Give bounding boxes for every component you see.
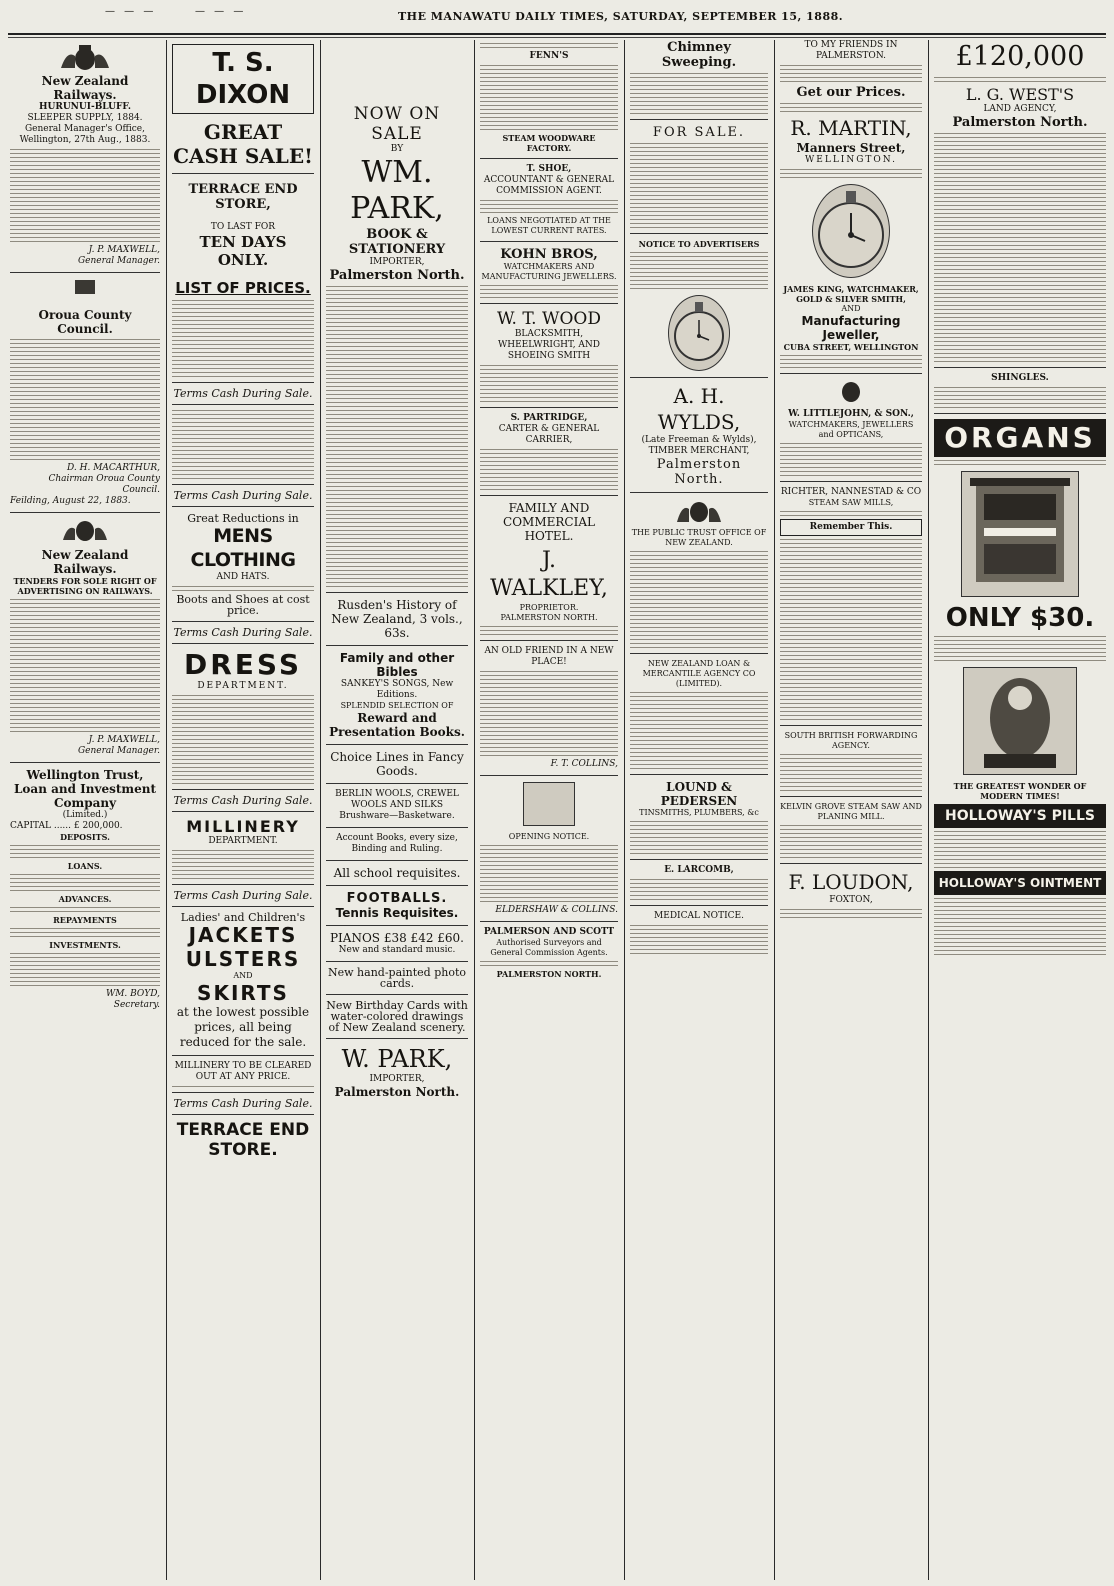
column-rule — [774, 40, 775, 1580]
railways-heading: New Zealand Railways. — [41, 74, 129, 102]
fine-print-block — [934, 77, 1106, 82]
signature: J. P. MAXWELL, — [88, 245, 160, 255]
capital-line: CAPITAL ...... £ 200,000. — [10, 821, 123, 831]
signature: ELDERSHAW & COLLINS. — [495, 905, 618, 915]
sawmills-line: STEAM SAW MILLS, — [808, 498, 894, 507]
top-rule — [8, 33, 1106, 35]
hats-line: AND HATS. — [216, 572, 270, 582]
bibles-heading: Family and other Bibles — [339, 651, 455, 679]
fine-print-block — [630, 252, 768, 289]
carter-heading: CARTER & GENERAL CARRIER, — [498, 424, 600, 445]
fine-print-block — [480, 200, 618, 213]
trust-heading: Wellington Trust, Loan and Investment Company — [13, 768, 157, 810]
fine-print-block — [630, 692, 768, 769]
rusden-line: Rusden's History of New Zealand, 3 vols., 63s. — [331, 598, 463, 640]
now-on-sale: NOW ON SALE — [353, 104, 441, 144]
school-line: All school requisites. — [333, 866, 461, 880]
list-prices-heading: LIST OF PRICES. — [175, 279, 311, 297]
fine-print-block — [630, 551, 768, 648]
importer-line: IMPORTER, — [369, 257, 425, 267]
foxton-line: FOXTON, — [829, 895, 873, 905]
fine-print-block — [480, 43, 618, 48]
palmerson-heading: PALMERSON AND SCOTT — [483, 927, 615, 937]
nzloan-heading: NEW ZEALAND LOAN & MERCANTILE AGENCY CO (LIMITED). — [642, 659, 756, 688]
footballs-heading: FOOTBALLS. — [346, 891, 448, 906]
and-line: AND — [233, 971, 253, 980]
selection-line: SPLENDID SELECTION OF — [340, 701, 454, 710]
fine-print-block — [780, 539, 922, 720]
signature-title: General Manager. — [77, 256, 160, 266]
royal-arms-icon — [823, 379, 879, 407]
millinery-dept: DEPARTMENT. — [208, 836, 278, 846]
skirts-heading: SKIRTS — [197, 981, 289, 1005]
proprietor-line: PROPRIETOR. — [519, 603, 579, 612]
crest-illustration — [523, 782, 575, 826]
wellington-line: WELLINGTON. — [805, 155, 897, 165]
organs-heading: ORGANS — [934, 419, 1106, 457]
land-line: LAND AGENCY, — [983, 104, 1057, 114]
section-heading: LOANS. — [67, 861, 103, 871]
fine-print-block — [934, 460, 1106, 465]
kohn-trade: WATCHMAKERS AND MANUFACTURING JEWELLERS. — [481, 262, 617, 281]
photo-cards-line: New hand-painted photo cards. — [328, 966, 466, 990]
fenn-heading: FENN'S — [529, 51, 569, 61]
terms-line: Terms Cash During Sale. — [173, 387, 313, 400]
dress-dept: DEPARTMENT. — [197, 681, 289, 691]
boots-line: Boots and Shoes at cost price. — [176, 593, 310, 617]
fine-print-block — [480, 961, 618, 966]
signature: J. P. MAXWELL, — [88, 735, 160, 745]
fine-print-block — [934, 636, 1106, 661]
berlin-line: BERLIN WOOLS, CREWEL WOOLS AND SILKS — [335, 789, 459, 810]
fine-print-block — [630, 73, 768, 114]
wylds-sub: (Late Freeman & Wylds), — [641, 435, 757, 445]
partridge-heading: S. PARTRIDGE, — [510, 413, 588, 423]
fancy-goods-line: Choice Lines in Fancy Goods. — [330, 750, 464, 778]
prices-heading: Get our Prices. — [796, 85, 906, 100]
hurunui-heading: HURUNUI-BLUFF. — [39, 102, 131, 112]
cuba-line: CUBA STREET, WELLINGTON — [783, 342, 919, 352]
richter-heading: RICHTER, NANNESTAD & CO — [780, 487, 922, 497]
old-friend-heading: AN OLD FRIEND IN A NEW PLACE! — [484, 646, 614, 667]
smith-line: BLACKSMITH, WHEELWRIGHT, AND SHOEING SMITH — [497, 329, 601, 361]
royal-arms-icon — [57, 518, 113, 546]
column-2 — [172, 40, 314, 1580]
fine-print-block — [172, 850, 314, 879]
fine-print-block — [480, 845, 618, 902]
fine-print-block — [10, 928, 160, 937]
fine-print-block — [780, 754, 922, 791]
fine-print-block — [480, 365, 618, 402]
column-5 — [630, 40, 768, 1580]
kohn-heading: KOHN BROS, — [500, 247, 598, 262]
mens-clothing-heading: MENS CLOTHING — [190, 525, 296, 571]
fine-print-block — [10, 599, 160, 732]
terrace-heading: TERRACE END STORE, — [188, 182, 298, 212]
fine-print-block — [10, 874, 160, 891]
shoe-heading: T. SHOE, — [526, 164, 572, 174]
signature-title: Chairman Oroua County Council. — [48, 474, 160, 495]
martin-heading: R. MARTIN, — [790, 116, 912, 140]
ointment-heading: HOLLOWAY'S OINTMENT — [934, 871, 1106, 895]
sankey-line: SANKEY'S SONGS, New Editions. — [340, 679, 454, 700]
importer-footer: IMPORTER, — [369, 1074, 425, 1084]
brushware-line: Brushware—Basketware. — [339, 811, 455, 821]
fine-print-block — [780, 103, 922, 112]
fine-print-block — [934, 133, 1106, 362]
walkley-heading: J. WALKLEY, — [490, 548, 608, 601]
royal-arms-icon — [671, 498, 727, 526]
ladies-line: Ladies' and Children's — [180, 911, 306, 924]
date-line: Feilding, August 22, 1883. — [10, 496, 131, 506]
tennis-heading: Tennis Requisites. — [335, 906, 459, 920]
pn-footer: PALMERSTON NORTH. — [496, 969, 602, 979]
and-line: AND — [841, 304, 861, 313]
friends-heading: TO MY FRIENDS IN PALMERSTON. — [804, 40, 898, 61]
sleeper-heading: SLEEPER SUPPLY, 1884. — [27, 113, 143, 123]
organ-illustration — [961, 471, 1079, 597]
terms-line: Terms Cash During Sale. — [173, 794, 313, 807]
millinery-heading: MILLINERY — [186, 817, 300, 836]
fine-print-block — [326, 286, 468, 587]
royal-arms-icon — [57, 44, 113, 72]
column-rule — [928, 40, 929, 1580]
pn-footer: Palmerston North. — [334, 1085, 460, 1099]
county-crest-icon — [57, 278, 113, 306]
trust-heading: THE PUBLIC TRUST OFFICE OF NEW ZEALAND. — [631, 528, 767, 547]
hotel-heading: FAMILY AND COMMERCIAL HOTEL. — [503, 501, 595, 543]
fine-print-block — [630, 821, 768, 854]
tolast-line: TO LAST FOR — [210, 222, 276, 232]
limited-line: (Limited.) — [62, 810, 108, 820]
millinery-clear: MILLINERY TO BE CLEARED OUT AT ANY PRICE. — [174, 1061, 312, 1082]
king-heading: JAMES KING, WATCHMAKER, GOLD & SILVER SMITH, — [783, 284, 919, 304]
shingles-heading: SHINGLES. — [991, 373, 1049, 383]
accountant-heading: ACCOUNTANT & GENERAL COMMISSION AGENT. — [483, 175, 615, 196]
wood-heading: W. T. WOOD — [497, 309, 601, 329]
date-line: Wellington, 27th Aug., 1883. — [19, 135, 151, 145]
page-number-marks-2: — — — — [195, 6, 247, 17]
for-sale-heading: FOR SALE. — [652, 125, 746, 140]
west-heading: L. G. WEST'S — [965, 85, 1075, 104]
by-line: BY — [390, 144, 404, 154]
column-rule — [166, 40, 167, 1580]
loans-line: LOANS NEGOTIATED AT THE LOWEST CURRENT RATES. — [487, 216, 611, 235]
ulsters-heading: ULSTERS — [185, 947, 301, 971]
only-price-heading: ONLY $30. — [945, 603, 1095, 633]
pn-heading: Palmerston North. — [952, 115, 1088, 130]
dress-heading: DRESS — [183, 648, 302, 681]
fine-print-block — [10, 907, 160, 912]
fine-print-block — [480, 626, 618, 635]
fine-print-block — [10, 953, 160, 986]
amount-heading: £120,000 — [955, 41, 1085, 72]
sbf-heading: SOUTH BRITISH FORWARDING AGENCY. — [784, 731, 918, 750]
fine-print-block — [630, 925, 768, 954]
top-rule-thin — [8, 37, 1106, 38]
account-books-line: Account Books, every size, Binding and Ruling. — [336, 833, 458, 854]
fine-print-block — [10, 845, 160, 858]
terms-line: Terms Cash During Sale. — [173, 626, 313, 639]
pn-line: PALMERSTON NORTH. — [500, 613, 598, 622]
chimney-heading: Chimney Sweeping. — [661, 40, 737, 70]
oroua-heading: Oroua County Council. — [38, 308, 132, 336]
woodware-heading: STEAM WOODWARE FACTORY. — [502, 133, 596, 153]
fine-print-block — [172, 1086, 314, 1087]
opening-heading: OPENING NOTICE. — [508, 832, 590, 841]
wonder-heading: THE GREATEST WONDER OF MODERN TIMES! — [953, 781, 1087, 801]
fine-print-block — [630, 879, 768, 900]
reward-heading: Reward and Presentation Books. — [329, 711, 465, 739]
section-heading: REPAYMENTS — [53, 915, 117, 925]
column-6 — [780, 40, 922, 1580]
advert-illustration — [963, 667, 1077, 775]
section-heading: INVESTMENTS. — [49, 940, 121, 950]
pocket-watch-illustration — [812, 184, 890, 278]
fine-print-block — [780, 65, 922, 82]
fine-print-block — [630, 143, 768, 228]
fine-print-block — [172, 695, 314, 784]
fine-print-block — [780, 909, 922, 918]
signature-title: General Manager. — [77, 746, 160, 756]
fine-print-block — [172, 410, 314, 479]
column-rule — [474, 40, 475, 1580]
page-number-marks: — — — — [105, 6, 157, 17]
jewellers-line: WATCHMAKERS, JEWELLERS and OPTICANS, — [788, 420, 914, 439]
music-line: New and standard music. — [338, 945, 456, 955]
section-heading: DEPOSITS. — [60, 832, 110, 842]
fine-print-block — [172, 300, 314, 377]
column-1 — [10, 40, 160, 1580]
kelvin-heading: KELVIN GROVE STEAM SAW AND PLANING MILL. — [780, 802, 922, 821]
pn-heading: Palmerston North. — [329, 268, 465, 283]
fine-print-block — [172, 586, 314, 591]
column-3 — [326, 40, 468, 1580]
fine-print-block — [780, 355, 922, 368]
fine-print-block — [780, 511, 922, 516]
park-heading: WM. PARK, — [350, 155, 444, 226]
ten-days-heading: TEN DAYS ONLY. — [199, 233, 287, 269]
lowest-line: at the lowest possible prices, all being reduced for the sale. — [176, 1005, 310, 1049]
pocket-watch-illustration — [668, 295, 730, 371]
loudon-heading: F. LOUDON, — [788, 870, 914, 894]
reductions-line: Great Reductions in — [187, 512, 299, 525]
dixon-heading: T. S. DIXON — [172, 44, 314, 114]
book-heading: BOOK & STATIONERY — [348, 227, 446, 257]
fine-print-block — [480, 65, 618, 130]
manners-line: Manners Street, — [796, 141, 906, 155]
jeweller-heading: Manufacturing Jeweller, — [801, 314, 901, 342]
terrace-end-heading: TERRACE END — [176, 1120, 310, 1140]
office-line: General Manager's Office, — [24, 124, 145, 134]
masthead — [0, 0, 1114, 30]
fine-print-block — [934, 831, 1106, 868]
railways-heading: New Zealand Railways. — [41, 548, 129, 576]
larcomb-heading: E. LARCOMB, — [664, 865, 734, 875]
fine-print-block — [480, 671, 618, 756]
remember-heading: Remember This. — [780, 519, 922, 536]
wylds-heading: A. H. WYLDS, — [657, 384, 741, 434]
medical-heading: MEDICAL NOTICE. — [654, 911, 744, 921]
signature: F. T. COLLINS, — [550, 759, 618, 769]
fine-print-block — [934, 898, 1106, 955]
store-heading: STORE. — [208, 1140, 278, 1160]
column-7 — [934, 40, 1106, 1580]
great-sale-heading: GREAT CASH SALE! — [173, 120, 313, 168]
timber-line: TIMBER MERCHANT, — [648, 446, 750, 456]
tenders-heading: TENDERS FOR SOLE RIGHT OF ADVERTISING ON RAILWAYS. — [13, 576, 157, 596]
column-4 — [480, 40, 618, 1580]
surveyors-line: Authorised Surveyors and General Commission Agents. — [490, 938, 608, 957]
terms-line: Terms Cash During Sale. — [173, 489, 313, 502]
pianos-line: PIANOS £38 £42 £60. — [329, 931, 464, 945]
pills-heading: HOLLOWAY'S PILLS — [934, 804, 1106, 828]
tinsmiths-line: TINSMITHS, PLUMBERS, &c — [639, 808, 759, 817]
fine-print-block — [780, 443, 922, 476]
fine-print-block — [480, 285, 618, 298]
fine-print-block — [934, 387, 1106, 408]
column-rule — [624, 40, 625, 1580]
section-heading: ADVANCES. — [58, 894, 112, 904]
signature: D. H. MACARTHUR, — [67, 463, 160, 473]
fine-print-block — [780, 169, 922, 178]
fine-print-block — [480, 449, 618, 490]
fine-print-block — [780, 825, 922, 858]
fine-print-block — [10, 339, 160, 460]
park-footer: W. PARK, — [341, 1045, 453, 1073]
column-rule — [320, 40, 321, 1580]
terms-line: Terms Cash During Sale. — [173, 1097, 313, 1110]
littlejohn-heading: W. LITTLEJOHN, & SON., — [788, 409, 914, 419]
birthday-cards-line: New Birthday Cards with water-colored drawings of New Zealand scenery. — [326, 999, 468, 1034]
terms-line: Terms Cash During Sale. — [173, 889, 313, 902]
jackets-heading: JACKETS — [188, 923, 298, 947]
notice-heading: NOTICE TO ADVERTISERS — [638, 239, 760, 249]
signature-title: Secretary. — [113, 1000, 160, 1010]
running-head: THE MANAWATU DAILY TIMES, SATURDAY, SEPTEMBER 15, 1888. — [398, 10, 844, 23]
pn-line: Palmerston North. — [656, 457, 742, 487]
fine-print-block — [10, 149, 160, 242]
lound-heading: LOUND & PEDERSEN — [660, 780, 738, 808]
signature: WM. BOYD, — [105, 989, 160, 999]
